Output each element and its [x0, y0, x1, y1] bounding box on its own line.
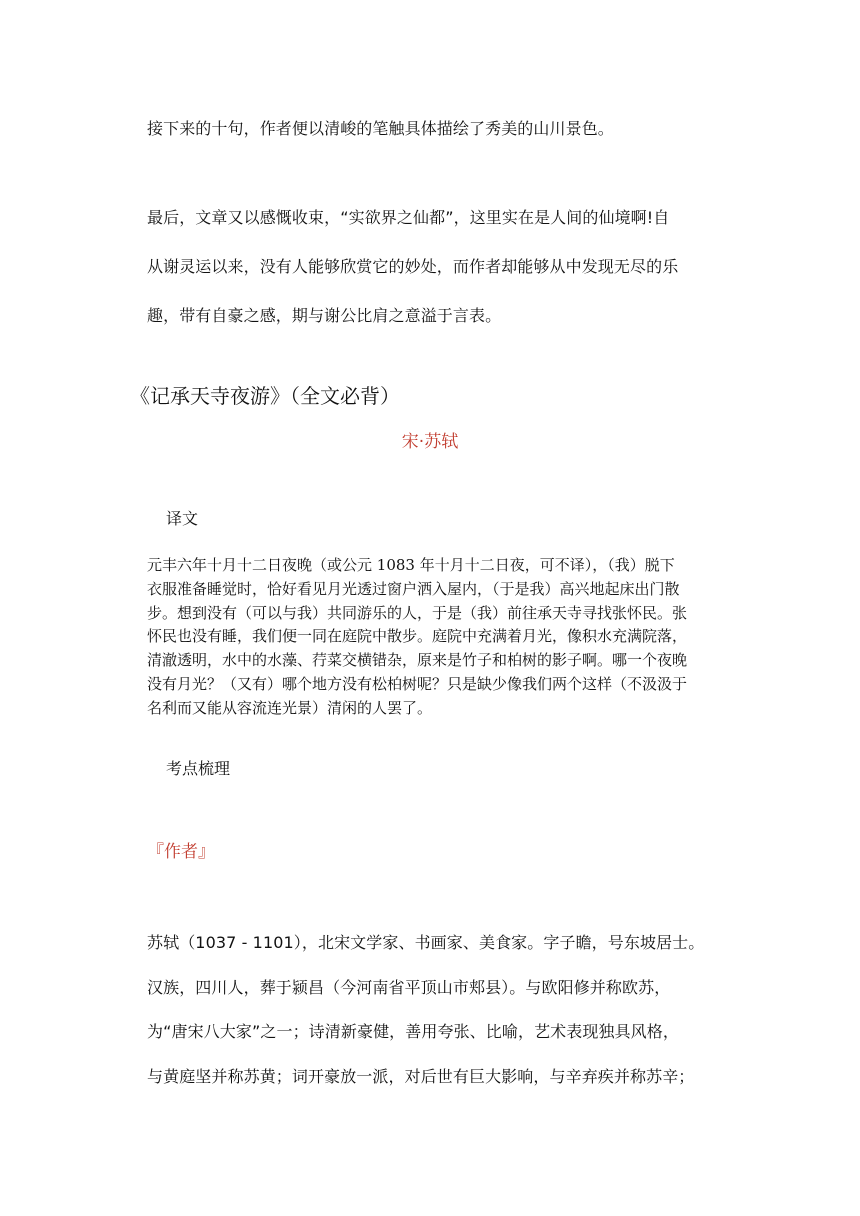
text-line: 汉族，四川人，葬于颍昌（今河南省平顶山市郏县）。与欧阳修并称欧苏， — [147, 977, 671, 997]
text-line: 清澈透明，水中的水藻、荇菜交横错杂，原来是竹子和柏树的影子啊。哪一个夜晚 — [147, 651, 688, 670]
text-line: 苏轼（1037 - 1101），北宋文学家、书画家、美食家。字子瞻，号东坡居士。 — [147, 933, 705, 952]
text-line: 名利而又能从容流连光景）清闲的人罢了。 — [147, 698, 433, 717]
text-line: 最后，文章又以感慨收束，“实欲界之仙都”，这里实在是人间的仙境啊!自 — [147, 208, 670, 227]
text-line: 没有月光？（又有）哪个地方没有松柏树呢？只是缺少像我们两个这样（不汲汲于 — [147, 674, 688, 693]
translation-label: 译文 — [166, 509, 199, 528]
intro-paragraph-1 — [147, 104, 727, 153]
text-line: 为“唐宋八大家”之一；诗清新豪健，善用夸张、比喻，艺术表现独具风格， — [147, 1022, 679, 1041]
poem-author: 宋·苏轼 — [401, 432, 459, 452]
author-heading: 『作者』 — [147, 842, 215, 862]
text-line: 元丰六年十月十二日夜晚（或公元 1083 年十月十二日夜，可不译），（我）脱下 — [147, 556, 675, 574]
text-line: 怀民也没有睡，我们便一同在庭院中散步。庭院中充满着月光，像积水充满院落， — [147, 627, 688, 646]
text-line: 趣，带有自豪之感，期与谢公比肩之意溢于言表。 — [147, 306, 502, 325]
keypoints-label: 考点梳理 — [166, 759, 231, 778]
text-line: 步。想到没有（可以与我）共同游乐的人，于是（我）前往承天寺寻找张怀民。张 — [147, 603, 688, 622]
poem-title: 《记承天寺夜游》（全文必背） — [130, 384, 400, 408]
text-line: 衣服准备睡觉时，恰好看见月光透过窗户洒入屋内，（于是我）高兴地起床出门散 — [147, 579, 680, 598]
author-bio — [147, 918, 727, 1096]
text-line: 接下来的十句，作者便以清峻的笔触具体描绘了秀美的山川景色。 — [147, 119, 614, 138]
translation-text — [147, 554, 722, 721]
intro-paragraph-2 — [147, 193, 727, 340]
text-line: 与黄庭坚并称苏黄；词开豪放一派，对后世有巨大影响，与辛弃疾并称苏辛； — [147, 1066, 695, 1086]
text-line: 从谢灵运以来，没有人能够欣赏它的妙处，而作者却能够从中发现无尽的乐 — [147, 257, 679, 276]
